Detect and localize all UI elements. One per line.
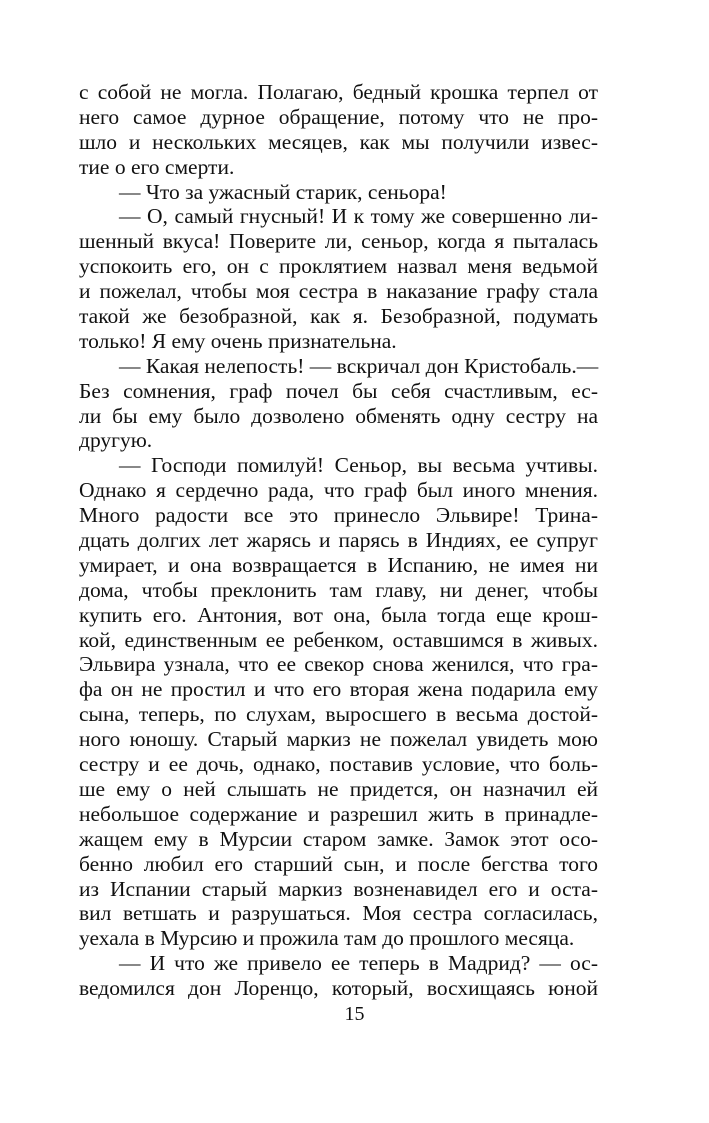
text-line: ше ему о ней слышать не придется, он назначил ей [79,776,598,801]
text-line: — О, самый гнусный! И к тому же совершенно ли- [119,204,598,229]
text-line: — И что же привело ее теперь в Мадрид? — ос- [119,951,598,976]
text-line: успокоить его, он с проклятием назвал меня ведьмой [79,254,598,279]
text-line: такой же безобразной, как я. Безобразной, подумать [79,304,598,329]
text-line: кой, единственным ее ребенком, оставшимся в живых. [79,627,598,652]
text-line: Без сомнения, граф почел бы себя счастливым, ес- [79,378,598,403]
text-line: дома, чтобы преклонить там главу, ни денег, чтобы [79,577,598,602]
text-line: из Испании старый маркиз возненавидел его и оста- [79,876,598,901]
text-line: — Какая нелепость! — вскричал дон Кристобаль.— [119,353,599,378]
text-line: Эльвира узнала, что ее свекор снова женился, что гра- [79,652,598,677]
text-line: только! Я ему очень признательна. [79,328,397,353]
text-line: Много радости все это принесло Эльвире! Трина- [79,503,598,528]
text-line: него самое дурное обращение, потому что не про- [79,104,598,129]
page-number: 15 [344,1003,365,1025]
text-line: жащем ему в Мурсии старом замке. Замок этот осо- [79,826,598,851]
text-line: уехала в Мурсию и прожила там до прошлого месяца. [79,926,575,951]
text-line: ли бы ему было дозволено обменять одну сестру на [79,403,598,428]
text-line: умирает, и она возвращается в Испанию, не имея ни [79,552,598,577]
text-line: дцать долгих лет жарясь и парясь в Индиях, ее супруг [79,528,598,553]
text-line: с собой не могла. Полагаю, бедный крошка терпел от [79,80,598,104]
text-line: сына, теперь, по слухам, выросшего в весьма достой- [79,702,598,727]
page-text [79,80,598,1001]
text-line: вил ветшать и разрушаться. Моя сестра согласилась, [79,901,598,926]
text-line: сестру и ее дочь, однако, поставив условие, что боль- [79,752,598,777]
text-line: ведомился дон Лоренцо, который, восхищаясь юной [79,976,598,1001]
text-line: фа он не простил и что его вторая жена подарила ему [79,677,598,702]
text-line: шенный вкуса! Поверите ли, сеньор, когда я пыталась [79,229,598,254]
text-line: — Господи помилуй! Сеньор, вы весьма учтивы. [119,453,598,478]
text-line: бенно любил его старший сын, и после бегства того [79,851,598,876]
text-line: и пожелал, чтобы моя сестра в наказание графу стала [79,279,598,304]
text-line: Однако я сердечно рада, что граф был иного мнения. [79,478,598,503]
text-line: небольшое содержание и разрешил жить в принадле- [79,801,598,826]
text-line: — Что за ужасный старик, сеньора! [119,179,447,204]
text-line: купить его. Антония, вот она, была тогда еще крош- [79,602,598,627]
text-line: ного юношу. Старый маркиз не пожелал увидеть мою [79,727,598,752]
text-line: шло и нескольких месяцев, как мы получили извес- [79,129,598,154]
text-line: тие о его смерти. [79,154,235,179]
text-line: другую. [79,428,153,453]
